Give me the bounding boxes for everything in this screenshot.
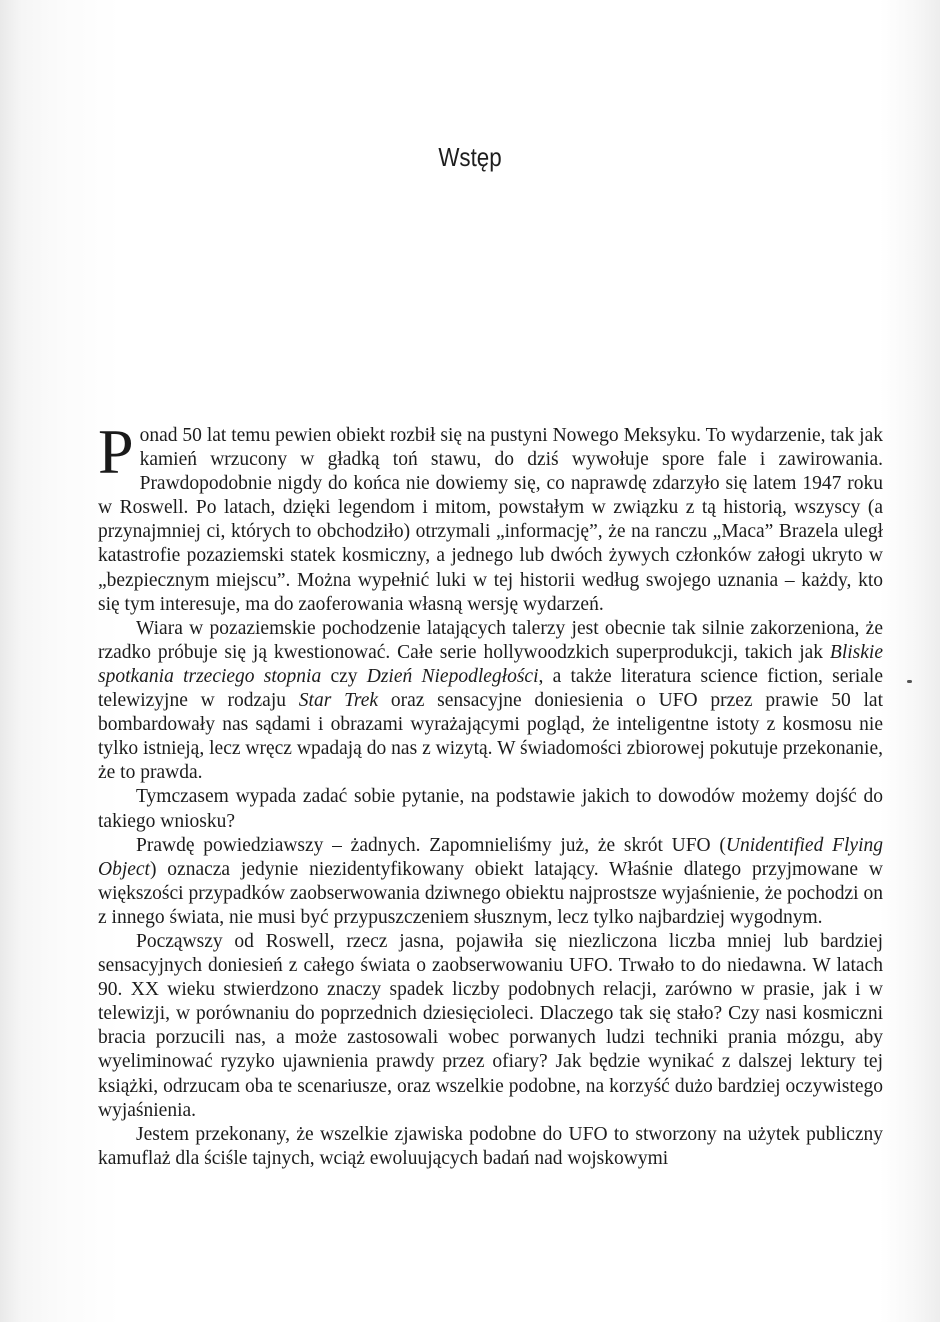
paragraph-1-text: onad 50 lat temu pewien obiekt rozbił się na pustyni Nowego Meksyku. To wydarzenie, tak jak kamień wrzucony w gładką toń stawu, do dziś wywołuje spore fale i zawirowania. Prawdopodobnie nigdy do końca nie dowiemy się, co naprawdę zdarzyło się latem 1947 roku w Roswell. Po latach, dzięki legendom i mitom, powstałym w związku z tą historią, wszyscy (a przynajmniej ci, których to obchodziło) otrzymali „informację”, że na ranczu „Maca” Brazela uległ katastrofie pozaziemski statek kosmiczny, a jednego lub dwóch żywych członków załogi ukryto w „bezpiecznym miejscu”. Można wypełnić luki w tej historii według swojego uznania – każdy, kto się tym interesuje, ma do zaoferowania własną wersję wydarzeń. xyxy=(98,425,883,615)
ufo-expansion: Unidentified Flying Object xyxy=(98,834,883,880)
ink-speck xyxy=(907,680,912,683)
paragraph-2-text-c: , a także literatura science fiction, seriale telewizyjne w rodzaju xyxy=(98,665,883,712)
paragraph-2-text-a: Wiara w pozaziemskie pochodzenie latających talerzy jest obecnie tak silnie zakorzeniona, że rzadko próbuje się ją kwestionować. Całe serie hollywoodzkich superprodukcji, takich jak xyxy=(98,617,883,663)
body-text xyxy=(98,416,883,1171)
paragraph-4-text-a: Prawdę powiedziawszy – żadnych. Zapomnieliśmy już, że skrót UFO ( xyxy=(136,834,726,856)
paragraph-5: Począwszy od Roswell, rzecz jasna, pojawiła się niezliczona liczba mniej lub bardziej sensacyjnych doniesień z całego świata o zaobserwowaniu UFO. Trwało to do niedawna. W latach 90. XX wieku stwierdzono znaczy spadek liczby podobnych relacji, zarówno w prasie, jak i w telewizji, w porównaniu do poprzednich dziesięcioleci. Dlaczego tak się stało? Czy nasi kosmiczni bracia porzucili nas, a może zastosowali wobec porwanych ludzi techniki prania mózgu, aby wyeliminować ryzyko ujawnienia prawdy przez ofiary? Jak będzie wynikać z dalszej lektury tej książki, odrzucam oba te scenariusze, oraz wszelkie podobne, na korzyść dużo bardziej oczywistego wyjaśnienia. xyxy=(98,930,883,1121)
paragraph-4 xyxy=(98,834,883,930)
paragraph-2 xyxy=(98,617,883,786)
film-title-2: Dzień Niepodległości xyxy=(366,665,539,687)
paragraph-1 xyxy=(98,416,883,617)
drop-cap: P xyxy=(98,416,134,487)
paragraph-2-text-d: oraz sensacyjne doniesienia o UFO przez prawie 50 lat bombardowały nas sądami i obrazami wyrażającymi pogląd, że inteligentne istoty z kosmosu nie tylko istnieją, lecz wręcz wpadają do nas z wizytą. W świadomości zbiorowej pokutuje przekonanie, że to prawda. xyxy=(98,690,883,784)
paragraph-3: Tymczasem wypada zadać sobie pytanie, na podstawie jakich to dowodów możemy dojść do takiego wniosku? xyxy=(98,786,883,832)
paragraph-6: Jestem przekonany, że wszelkie zjawiska podobne do UFO to stworzony na użytek publiczny kamuflaż dla ściśle tajnych, wciąż ewoluujących badań nad wojskowymi xyxy=(98,1123,883,1169)
film-title-1: Bliskie spotkania trzeciego stopnia xyxy=(98,641,883,687)
bleed-through-header xyxy=(100,30,870,52)
chapter-title: Wstęp xyxy=(438,142,502,172)
series-title: Star Trek xyxy=(298,690,379,712)
paragraph-2-text-b: czy xyxy=(321,665,367,687)
paragraph-4-text-b: ) oznacza jedynie niezidentyfikowany obiekt latający. Właśnie dlatego przyjmowane w większości przypadków zaobserwowania dziwnego obiektu najprostsze wyjaśnienie, że pochodzi on z innego świata, nie musi być przypuszczeniem słusznym, lecz tylko najbardziej wygodnym. xyxy=(98,858,883,928)
